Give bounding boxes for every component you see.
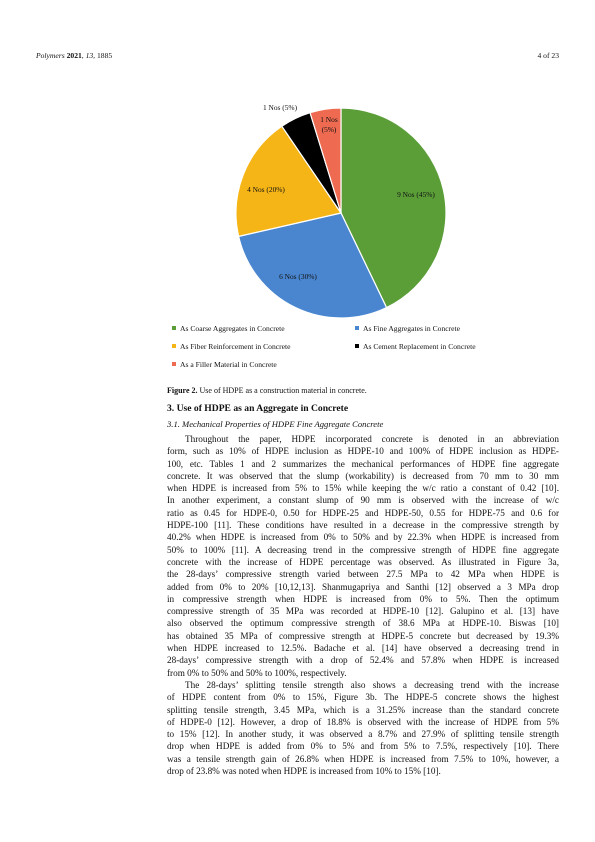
text-line: HDPE-100 [11]. These conditions have resulted in a decrease in the compressive strength by xyxy=(167,520,559,531)
legend-swatch xyxy=(172,362,176,366)
text-line: from 0% to 50% and 50% to 100%, respectively. xyxy=(167,667,347,678)
data-label: (5%) xyxy=(321,125,337,134)
text-line: 50% to 100% [11]. A decreasing trend in the compressive strength of HDPE fine aggregate xyxy=(167,544,559,555)
pie-chart xyxy=(0,0,595,330)
text-line: form, such as 10% of HDPE inclusion as HDPE-10 and 100% of HDPE inclusion as HDPE- xyxy=(167,446,559,457)
legend-item-filler xyxy=(172,360,277,369)
legend-label: As a Filler Material in Concrete xyxy=(180,360,277,369)
text-line: drop of 23.8% was noted when HDPE is increased from 10% to 15% [10]. xyxy=(167,766,441,777)
text-line: to 15% [12]. In another study, it was observed a 8.7% and 27.9% of splitting tensile strength xyxy=(167,729,559,740)
text-line: of HDPE-0 [12]. However, a drop of 18.8% is observed with the increase of HDPE from 5% xyxy=(167,716,559,727)
text-line: the 28-days’ compressive strength varied between 27.5 MPa to 42 MPa when HDPE is xyxy=(167,569,559,580)
section-heading: 3. Use of HDPE as an Aggregate in Concrete xyxy=(167,403,349,414)
text-line: The 28-days’ splitting tensile strength also shows a decreasing trend with the increase xyxy=(185,679,559,690)
subsection-heading: 3.1. Mechanical Properties of HDPE Fine Aggregate Concrete xyxy=(167,419,384,429)
legend-item-fiber xyxy=(172,342,291,351)
text-line: concrete with the increase of HDPE percentage was observed. As illustrated in Figure 3a, xyxy=(167,556,559,567)
text-line: when HDPE is increased from 5% to 15% while keeping the w/c ratio a constant of 0.42 [10]. xyxy=(167,483,559,494)
data-label: 1 Nos xyxy=(320,115,338,124)
paragraph-1 xyxy=(167,433,559,679)
article-number: 1885 xyxy=(96,51,113,60)
legend-swatch xyxy=(172,344,176,348)
legend-item-coarse xyxy=(172,324,285,333)
data-label: 9 Nos (45%) xyxy=(397,190,435,199)
text-line: splitting tensile strength, 3.45 MPa, which is a 31.25% increase than the standard concrete xyxy=(167,704,559,715)
text-line: In another experiment, a constant slump of 90 mm is observed with the increase of w/c xyxy=(167,495,559,506)
journal-citation: Polymers 2021, 13, 1885 xyxy=(36,51,113,60)
text-line: of HDPE content from 0% to 15%, Figure 3b. The HDPE-5 concrete shows the highest xyxy=(167,692,559,703)
legend-swatch xyxy=(355,326,359,330)
legend-label: As Cement Replacement in Concrete xyxy=(363,342,476,351)
legend-swatch xyxy=(355,344,359,348)
body-text xyxy=(167,433,559,777)
text-line: 100, etc. Tables 1 and 2 summarizes the mechanical performances of HDPE fine aggregate xyxy=(167,458,559,469)
caption-text: Use of HDPE as a construction material in concrete. xyxy=(199,386,367,395)
data-label: 4 Nos (20%) xyxy=(247,185,285,194)
text-line: has obtained 35 MPa of compressive strength at HDPE-5 concrete but decreased by 19.3% xyxy=(167,630,559,641)
text-line: in compressive strength when HDPE is increased from 0% to 5%. Then the optimum xyxy=(167,593,559,604)
figure-caption xyxy=(167,386,367,395)
legend-label: As Fine Aggregates in Concrete xyxy=(363,324,461,333)
legend-label: As Coarse Aggregates in Concrete xyxy=(180,324,285,333)
text-line: added from 0% to 20% [10,12,13]. Shanmugapriya and Santhi [12] observed a 3 MPa drop xyxy=(167,581,559,592)
text-line: drop when HDPE is added from 0% to 5% and from 5% to 7.5%, respectively [10]. There xyxy=(167,741,559,752)
legend-item-cement xyxy=(355,342,476,351)
text-line: 28-days’ compressive strength with a drop of 52.4% and 57.8% when HDPE is increased xyxy=(167,655,559,666)
caption-label: Figure 2. xyxy=(167,386,198,395)
text-line: was a tensile strength gain of 26.8% when HDPE is increased from 7.5% to 10%, however, a xyxy=(167,753,559,764)
text-line: 40.2% when HDPE is increased from 0% to 50% and by 22.3% when HDPE is increased from xyxy=(167,532,559,543)
journal-year: 2021 xyxy=(66,51,82,60)
journal-name: Polymers xyxy=(36,51,65,60)
page-number: 4 of 23 xyxy=(537,51,559,60)
text-line: also observed the optimum compressive strength of 38.6 MPa at HDPE-10. Biswas [10] xyxy=(167,618,559,629)
data-label: 1 Nos (5%) xyxy=(262,103,298,112)
paragraph-2 xyxy=(167,679,559,777)
text-line: when HDPE increased to 12.5%. Badache et al. [14] have observed a decreasing trend in xyxy=(167,643,559,654)
text-line: concrete. It was observed that the slump (workability) is decreased from 70 mm to 30 mm xyxy=(167,470,559,481)
legend-item-fine xyxy=(355,324,460,333)
legend-label: As Fiber Reinforcement in Concrete xyxy=(180,342,291,351)
text-line: Throughout the paper, HDPE incorporated concrete is denoted in an abbreviation xyxy=(185,434,559,444)
text-line: ratio as 0.45 for HDPE-0, 0.50 for HDPE-25 and HDPE-50, 0.55 for HDPE-75 and 0.6 for xyxy=(167,507,559,518)
journal-volume: 13 xyxy=(85,51,94,60)
data-label: 6 Nos (30%) xyxy=(279,272,317,281)
text-line: compressive strength of 35 MPa was recorded at HDPE-10 [12]. Galupino et al. [13] have xyxy=(167,606,559,617)
legend-swatch xyxy=(172,326,176,330)
